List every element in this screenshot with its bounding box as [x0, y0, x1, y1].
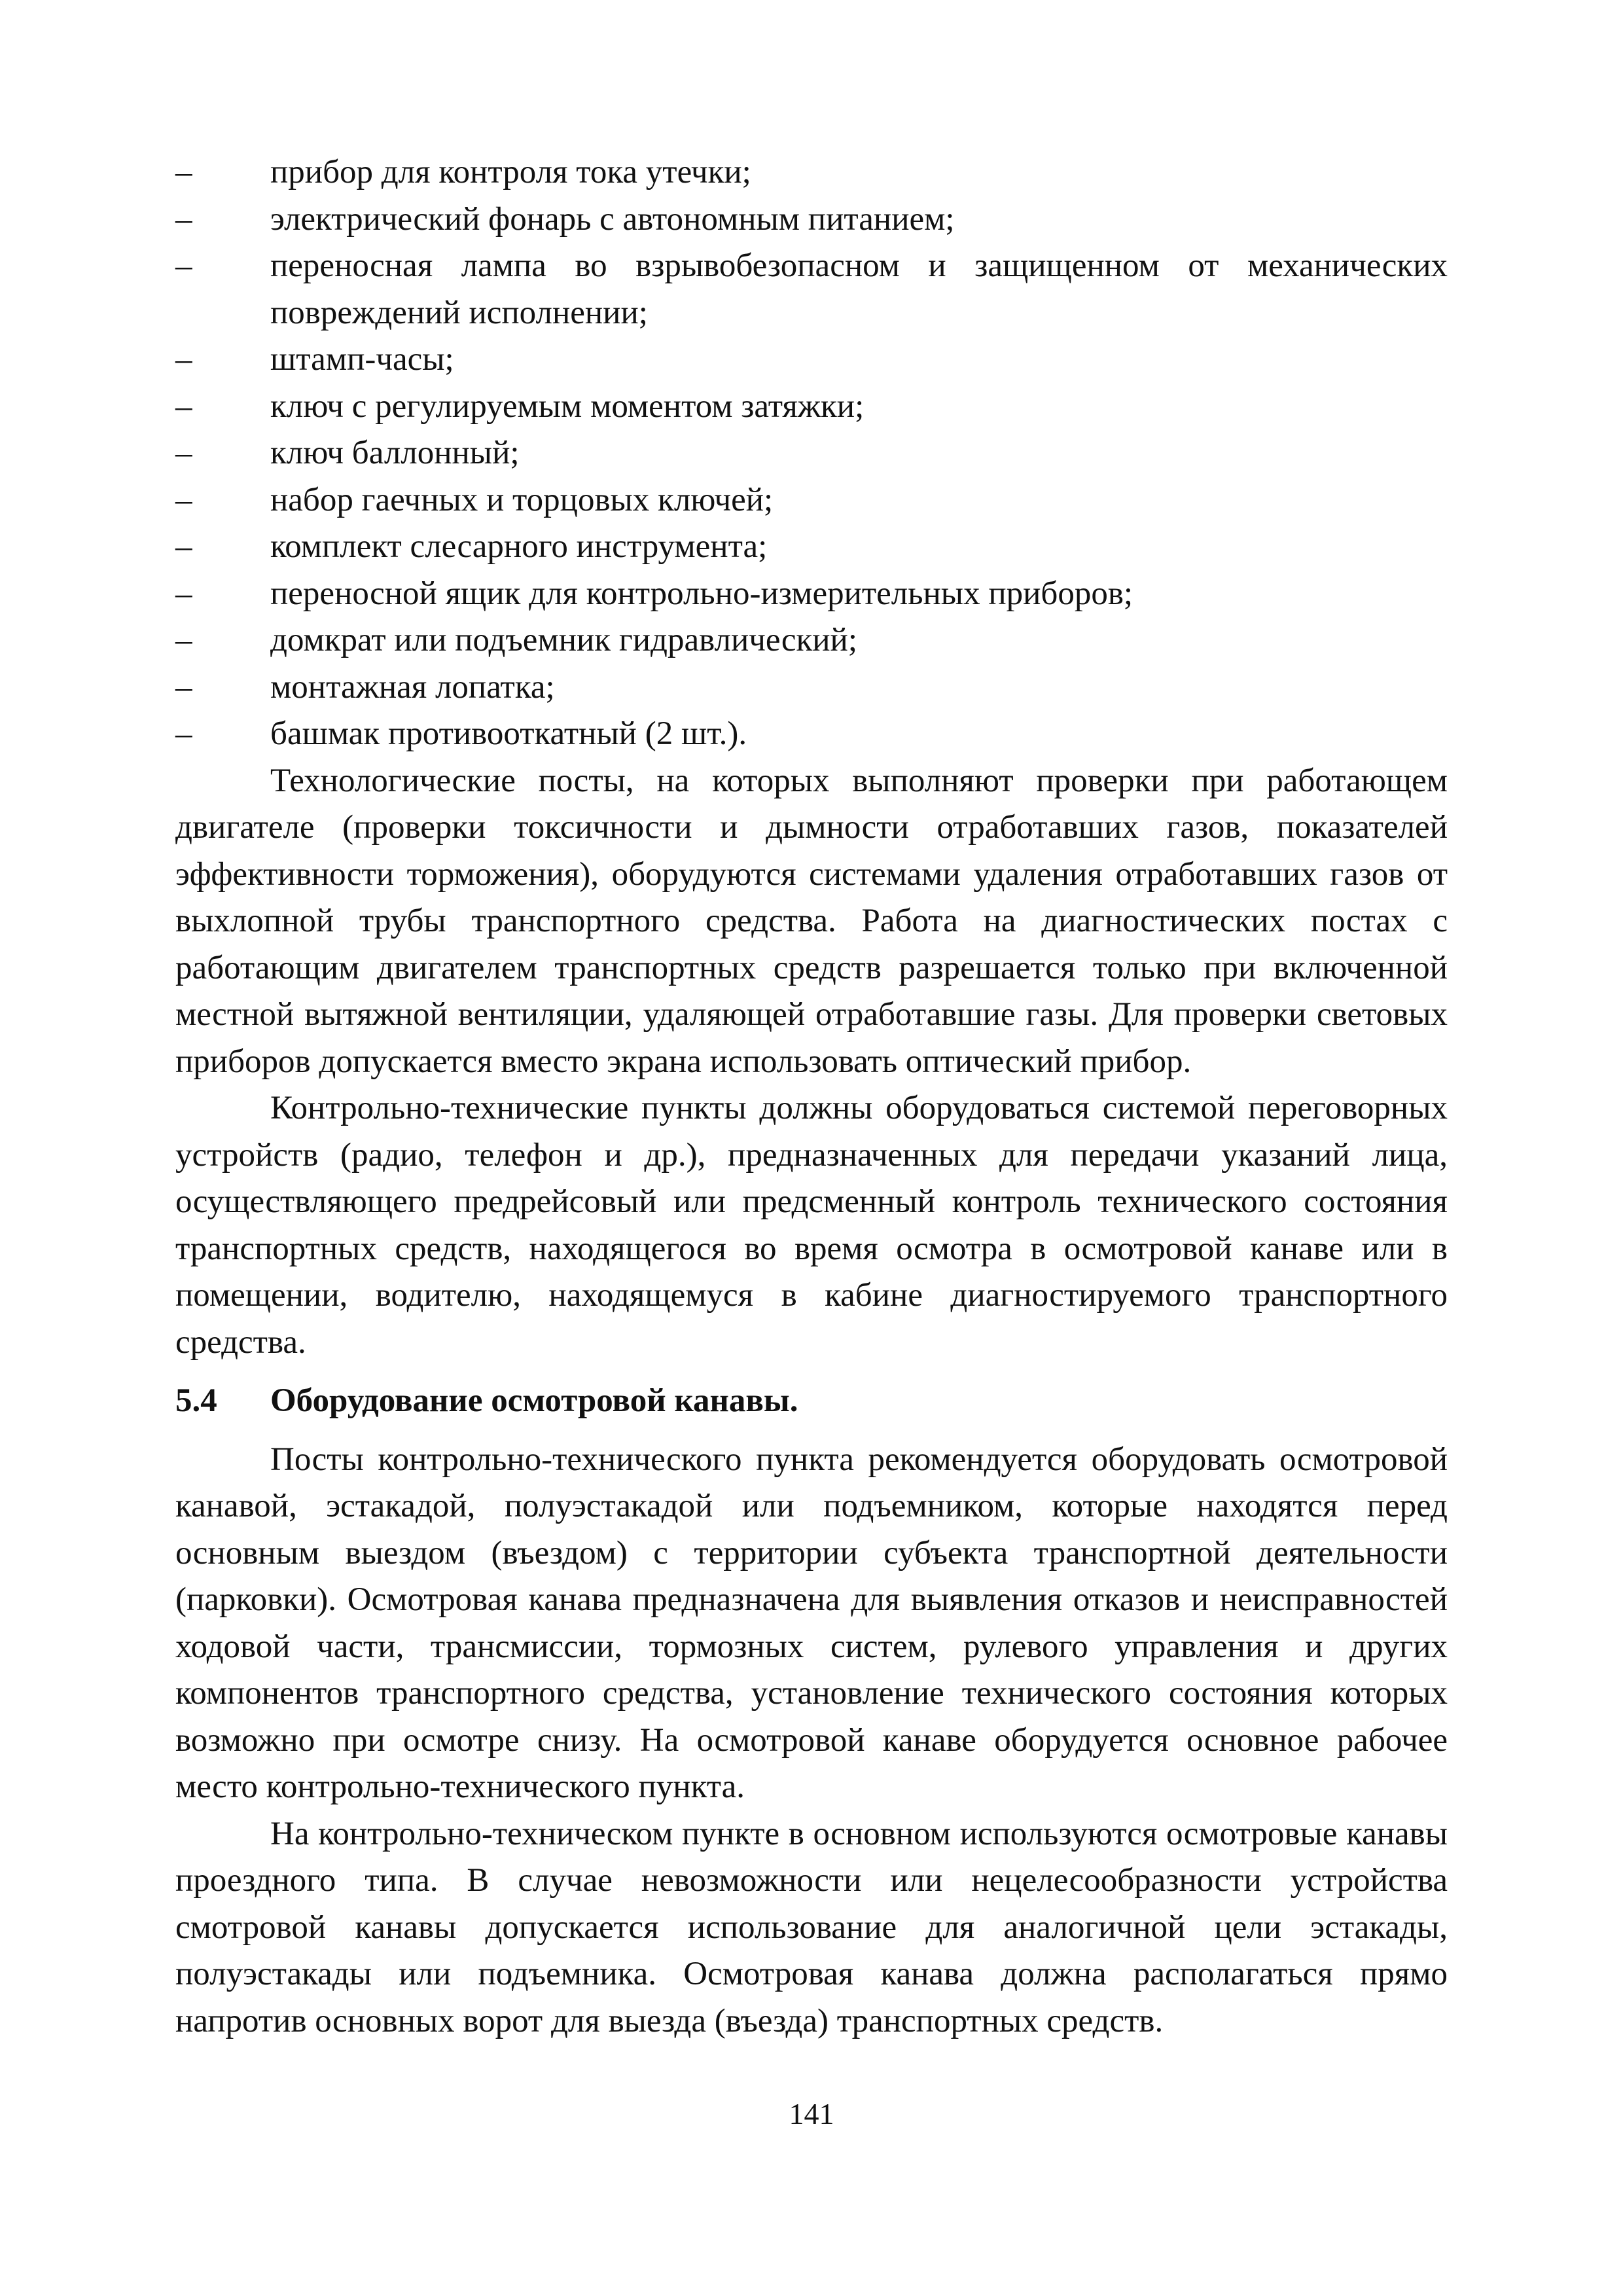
dash-bullet: – — [175, 200, 192, 238]
paragraph-inspection-pit: Посты контрольно-технического пункта рекомендуется оборудовать осмотровой канавой, эстакадой, полуэстакадой или подъемником, которые находятся перед основным выездом (въездом) с территории субъекта транспортной деятельности (парковки). Осмотровая канава предназначена для выявления отказов и неисправностей ходовой части, трансмиссии, тормозных систем, рулевого управления и других компонентов транспортного средства, установление технического состояния которых возможно при осмотре снизу. На осмотровой канаве оборудуется основное рабочее место контрольно-технического пункта. — [175, 1441, 1448, 1805]
list-item-text: ключ с регулируемым моментом затяжки; — [270, 387, 865, 425]
list-item — [175, 196, 1448, 243]
dash-bullet: – — [175, 481, 192, 518]
list-item — [175, 711, 1448, 758]
list-item-text: домкрат или подъемник гидравлический; — [270, 622, 858, 658]
section-title: Оборудование осмотровой канавы. — [270, 1382, 798, 1419]
page-content — [175, 149, 1448, 2045]
dash-bullet: – — [175, 622, 192, 658]
dash-bullet: – — [175, 575, 192, 612]
list-item — [175, 149, 1448, 196]
list-item — [175, 384, 1448, 431]
list-item-text: переносной ящик для контрольно-измерительных приборов; — [270, 575, 1133, 612]
list-item-text: прибор для контроля тока утечки; — [270, 154, 751, 190]
list-item — [175, 477, 1448, 524]
list-item-text: башмак противооткатный (2 шт.). — [270, 715, 747, 752]
list-item-text: переносная лампа во взрывобезопасном и защищенном от механических повреждений исполнении; — [270, 247, 1448, 331]
paragraph-intercom-systems: Контрольно-технические пункты должны оборудоваться системой переговорных устройств (радио, телефон и др.), предназначенных для передачи указаний лица, осуществляющего предрейсовый или предсменный контроль технического состояния транспортных средств, находящегося во время осмотра в осмотровой канаве или в помещении, водителю, находящемуся в кабине диагностируемого транспортного средства. — [175, 1090, 1448, 1361]
dash-bullet: – — [175, 668, 192, 706]
equipment-list — [175, 149, 1448, 758]
list-item-text: ключ баллонный; — [270, 435, 520, 471]
list-item-text: набор гаечных и торцовых ключей; — [270, 481, 774, 518]
paragraph-exhaust-systems: Технологические посты, на которых выполняют проверки при работающем двигателе (проверки токсичности и дымности отработавших газов, показателей эффективности торможения), оборудуются системами удаления отработавших газов от выхлопной трубы транспортного средства. Работа на диагностических постах с работающим двигателем транспортных средств разрешается только при включенной местной вытяжной вентиляции, удаляющей отработавшие газы. Для проверки световых приборов допускается вместо экрана использовать оптический прибор. — [175, 762, 1448, 1080]
list-item-text: штамп-часы; — [270, 341, 454, 378]
list-item-text: монтажная лопатка; — [270, 668, 555, 706]
list-item — [175, 336, 1448, 384]
section-number: 5.4 — [175, 1382, 217, 1419]
dash-bullet: – — [175, 341, 192, 378]
dash-bullet: – — [175, 154, 192, 190]
dash-bullet: – — [175, 715, 192, 752]
list-item — [175, 243, 1448, 336]
list-item-text: комплект слесарного инструмента; — [270, 528, 768, 565]
page-number: 141 — [789, 2097, 834, 2130]
paragraph-pass-through-pits: На контрольно-техническом пункте в основном используются осмотровые канавы проездного типа. В случае невозможности или нецелесообразности устройства смотровой канавы допускается использование для аналогичной цели эстакады, полуэстакады или подъемника. Осмотровая канава должна располагаться прямо напротив основных ворот для выезда (въезда) транспортных средств. — [175, 1815, 1448, 2039]
list-item — [175, 430, 1448, 477]
list-item-text: электрический фонарь с автономным питанием; — [270, 200, 955, 238]
section-heading — [175, 1366, 1448, 1437]
list-item — [175, 617, 1448, 664]
list-item — [175, 524, 1448, 571]
dash-bullet: – — [175, 247, 192, 284]
dash-bullet: – — [175, 435, 192, 471]
list-item — [175, 571, 1448, 618]
dash-bullet: – — [175, 387, 192, 425]
list-item — [175, 664, 1448, 711]
dash-bullet: – — [175, 528, 192, 565]
